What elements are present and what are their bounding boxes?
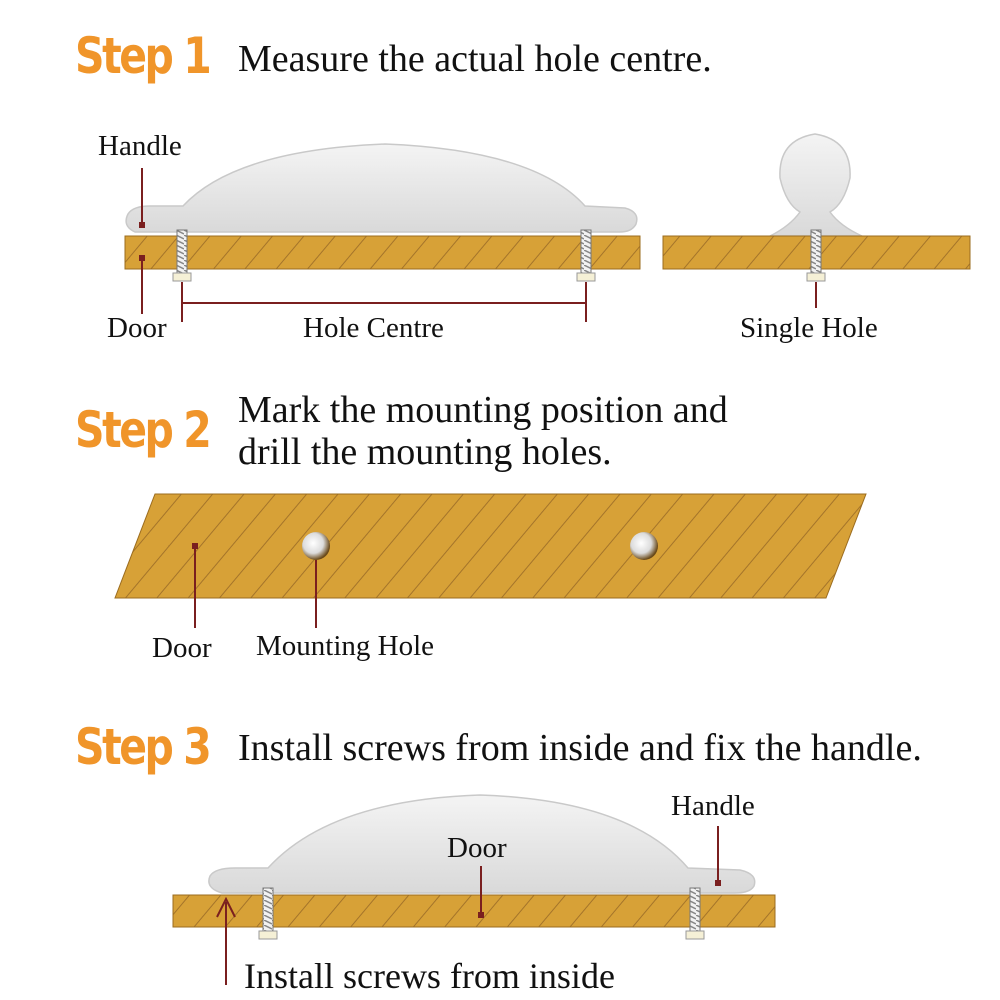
step1-handle-diagram [125, 144, 640, 322]
step1-handle-label: Handle [98, 130, 182, 162]
step1-single-hole-label: Single Hole [740, 312, 878, 344]
install-arrow [217, 899, 235, 985]
door-board [125, 236, 640, 269]
step2-mounting-hole-label: Mounting Hole [256, 630, 435, 662]
step2-instruction-line2: drill the mounting holes. [238, 431, 612, 473]
step2-door-label: Door [152, 632, 212, 664]
door-panel [115, 494, 866, 598]
knob-shape [770, 134, 862, 236]
step3-label: Step 3 [75, 718, 210, 776]
step3-instruction: Install screws from inside and fix the handle. [238, 727, 922, 769]
mounting-hole-left [302, 532, 330, 560]
step1-hole-centre-label: Hole Centre [303, 312, 444, 344]
step1-knob-diagram [663, 134, 970, 308]
step3-door-label: Door [447, 832, 507, 864]
step2-label: Step 2 [75, 401, 210, 459]
step2-door-diagram [115, 494, 866, 628]
step1-instruction: Measure the actual hole centre. [238, 38, 712, 80]
step1-label: Step 1 [75, 27, 210, 85]
step2-instruction-line1: Mark the mounting position and [238, 389, 728, 431]
step1-door-label: Door [107, 312, 167, 344]
handle-shape [126, 144, 637, 232]
step3-handle-label: Handle [671, 790, 755, 822]
step3-install-screws-label: Install screws from inside [244, 956, 615, 996]
mounting-hole-right [630, 532, 658, 560]
